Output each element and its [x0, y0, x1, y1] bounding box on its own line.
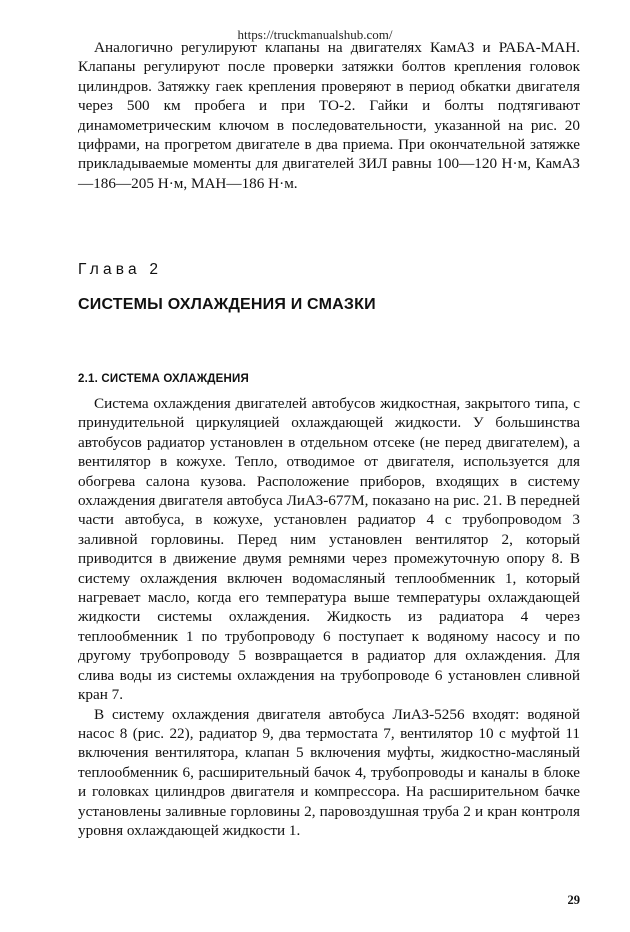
watermark-url: https://truckmanualshub.com/ — [237, 27, 393, 42]
paragraph-valve-adjustment: Аналогично регулируют клапаны на двигателях КамАЗ и РАБА-МАН. Клапаны регулируют после проверки затяжки болтов крепления головок цилиндров. Затяжку гаек крепления проверяют в период обкатки двигателя через 500 км пробега и при ТО-2. Гайки и болты подтягивают динамометрическим ключом в последовательности, указанной на рис. 20 цифрами, на прогретом двигателе в два приема. При окончательной затяжке прикладываемые моменты для двигателей ЗИЛ равны 100—120 Н·м, КамАЗ—186—205 Н·м, МАН—186 Н·м. — [78, 39, 580, 192]
page-number: 29 — [567, 893, 580, 907]
section-title: 2.1. СИСТЕМА ОХЛАЖДЕНИЯ — [78, 373, 249, 385]
paragraph-cooling-system-liaz-677m: Система охлаждения двигателей автобусов жидкостная, закрытого типа, с принудительной циркуляцией охлаждающей жидкости. У большинства автобусов радиатор установлен в отдельном отсеке (не перед двигателем), а вентилятор в кожухе. Тепло, отводимое от двигателя, используется для обогрева салона кузова. Расположение приборов, входящих в систему охлаждения двигателя автобуса ЛиАЗ-677М, показано на рис. 21. В передней части автобуса, в кожухе, установлен радиатор 4 с трубопроводом 3 заливной горловины. Перед ним установлен вентилятор 2, который приводится в движение двумя ремнями через промежуточную опору 8. В систему охлаждения включен водомасляный теплообменник 1, который нагревает масло, когда его температура выше температуры охлаждающей жидкости системы охлаждения. Жидкость из радиатора 4 через теплообменник 1 по трубопроводу 6 поступает к водяному насосу и по другому трубопроводу 5 возвращается в радиатор для охлаждения. Для слива воды из системы охлаждения на трубопроводе 6 установлен сливной кран 7. — [78, 395, 580, 704]
chapter-label: Глава 2 — [78, 261, 163, 278]
top-text-block — [78, 38, 580, 193]
paragraph-cooling-system-liaz-5256: В систему охлаждения двигателя автобуса ЛиАЗ-5256 входят: водяной насос 8 (рис. 22), радиатор 9, два термостата 7, вентилятор 10 с муфтой 11 включения вентилятора, клапан 5 включения муфты, жидкостно-масляный теплообменник 6, расширительный бачок 4, трубопроводы и каналы в блоке и головках цилиндров двигателя и компрессора. На расширительном бачке установлены заливные горловины 2, паровоздушная труба 2 и кран контроля уровня охлаждающей жидкости 1. — [78, 705, 580, 839]
chapter-title: СИСТЕМЫ ОХЛАЖДЕНИЯ И СМАЗКИ — [78, 296, 376, 313]
section-body — [78, 394, 580, 840]
